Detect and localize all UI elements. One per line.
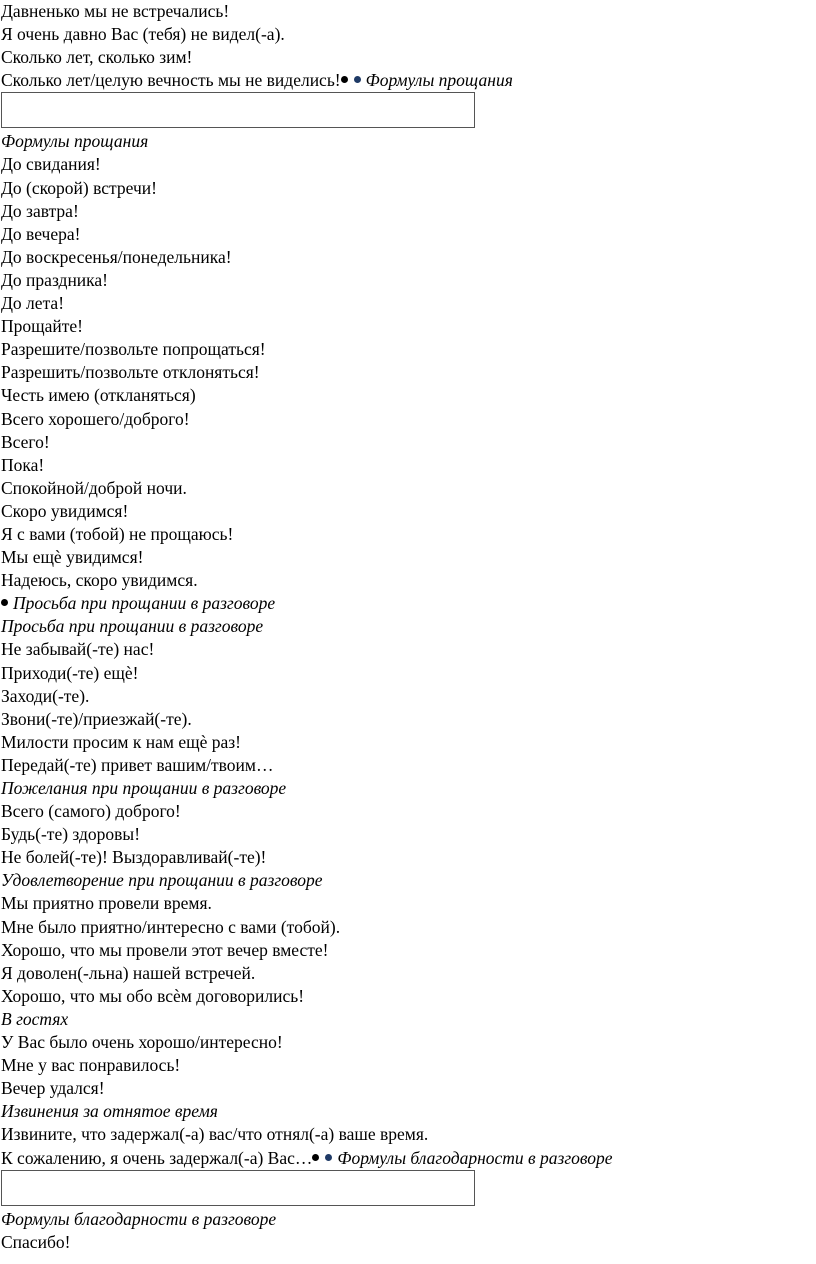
text-line: Всего (самого) доброго! xyxy=(1,801,181,822)
empty-form-box xyxy=(1,1170,475,1206)
section-heading-satisfaction: Удовлетворение при прощании в разговоре xyxy=(1,870,323,891)
text-line: К сожалению, я очень задержал(-а) Вас… xyxy=(1,1147,313,1168)
section-heading-wishes: Пожелания при прощании в разговоре xyxy=(1,778,287,798)
text-line: До лета! xyxy=(1,293,65,314)
text-line: У Вас было очень хорошо/интересно! xyxy=(1,1032,283,1053)
empty-form-box xyxy=(1,92,475,128)
text-line: Давненько мы не встречались! xyxy=(1,1,230,21)
text-line: Извините, что задержал(-а) вас/что отнял(-а) ваше время. xyxy=(1,1124,429,1145)
toc-link-farewell[interactable]: Формулы прощания xyxy=(365,70,513,91)
text-line: До завтра! xyxy=(1,200,79,221)
bullet-icon xyxy=(312,1154,319,1161)
text-line: До вечера! xyxy=(1,223,81,244)
text-line: До воскресенья/понедельника! xyxy=(1,246,232,267)
document-body xyxy=(1,0,813,1254)
toc-line-2 xyxy=(1,1147,813,1170)
text-line: Вечер удался! xyxy=(1,1078,105,1099)
bullet-icon xyxy=(354,76,361,83)
text-line: Хорошо, что мы провели этот вечер вместе! xyxy=(1,939,329,960)
text-line: Сколько лет, сколько зим! xyxy=(1,47,193,68)
section-heading-thanks: Формулы благодарности в разговоре xyxy=(1,1208,277,1229)
bullet-icon xyxy=(325,1154,332,1161)
text-line: Звони(-те)/приезжай(-те). xyxy=(1,708,192,729)
bullet-icon xyxy=(1,599,8,606)
text-line: Разрешить/позвольте отклоняться! xyxy=(1,362,260,383)
bullet-request-text: Просьба при прощании в разговоре xyxy=(13,593,276,614)
text-line: Не болей(-те)! Выздоравливай(-те)! xyxy=(1,847,267,868)
text-line: Передай(-те) привет вашим/твоим… xyxy=(1,754,274,775)
text-line: Я доволен(-льна) нашей встречей. xyxy=(1,962,256,983)
text-line: Спасибо! xyxy=(1,1231,71,1252)
text-line: Я очень давно Вас (тебя) не видел(-а). xyxy=(1,24,285,45)
bullet-line-request xyxy=(1,592,813,615)
text-line: Мне у вас понравилось! xyxy=(1,1055,181,1076)
text-line: До свидания! xyxy=(1,154,101,175)
section-heading-farewell: Формулы прощания xyxy=(1,131,149,152)
text-line: Честь имею (откланяться) xyxy=(1,385,196,406)
text-line: Скоро увидимся! xyxy=(1,500,129,521)
toc-line-1 xyxy=(1,69,813,92)
text-line: Всего хорошего/доброго! xyxy=(1,408,190,429)
text-line: Мы ещѐ увидимся! xyxy=(1,547,144,568)
text-line: Я с вами (тобой) не прощаюсь! xyxy=(1,523,234,544)
text-line: До праздника! xyxy=(1,269,109,290)
text-line: Мы приятно провели время. xyxy=(1,893,212,914)
text-line: Пока! xyxy=(1,454,45,475)
section-heading-guests: В гостях xyxy=(1,1008,69,1029)
toc-link-thanks[interactable]: Формулы благодарности в разговоре xyxy=(337,1147,613,1168)
text-line: Милости просим к нам ещѐ раз! xyxy=(1,731,241,752)
text-line: До (скорой) встречи! xyxy=(1,177,157,198)
text-line: Спокойной/доброй ночи. xyxy=(1,477,187,498)
text-line: Надеюсь, скоро увидимся. xyxy=(1,570,198,591)
text-line: Сколько лет/целую вечность мы не виделись! xyxy=(1,70,341,91)
text-line: Не забывай(-те) нас! xyxy=(1,639,155,660)
text-line: Прощайте! xyxy=(1,316,83,337)
text-line: Приходи(-те) ещѐ! xyxy=(1,662,139,683)
text-line: Всего! xyxy=(1,431,50,452)
text-line: Мне было приятно/интересно с вами (тобой). xyxy=(1,916,341,937)
text-line: Разрешите/позвольте попрощаться! xyxy=(1,339,266,360)
bullet-icon xyxy=(341,76,348,83)
text-line: Заходи(-те). xyxy=(1,685,90,706)
section-heading-apology: Извинения за отнятое время xyxy=(1,1101,218,1122)
section-heading-request: Просьба при прощании в разговоре xyxy=(1,616,264,637)
text-line: Будь(-те) здоровы! xyxy=(1,824,141,845)
text-line: Хорошо, что мы обо всѐм договорились! xyxy=(1,985,305,1006)
